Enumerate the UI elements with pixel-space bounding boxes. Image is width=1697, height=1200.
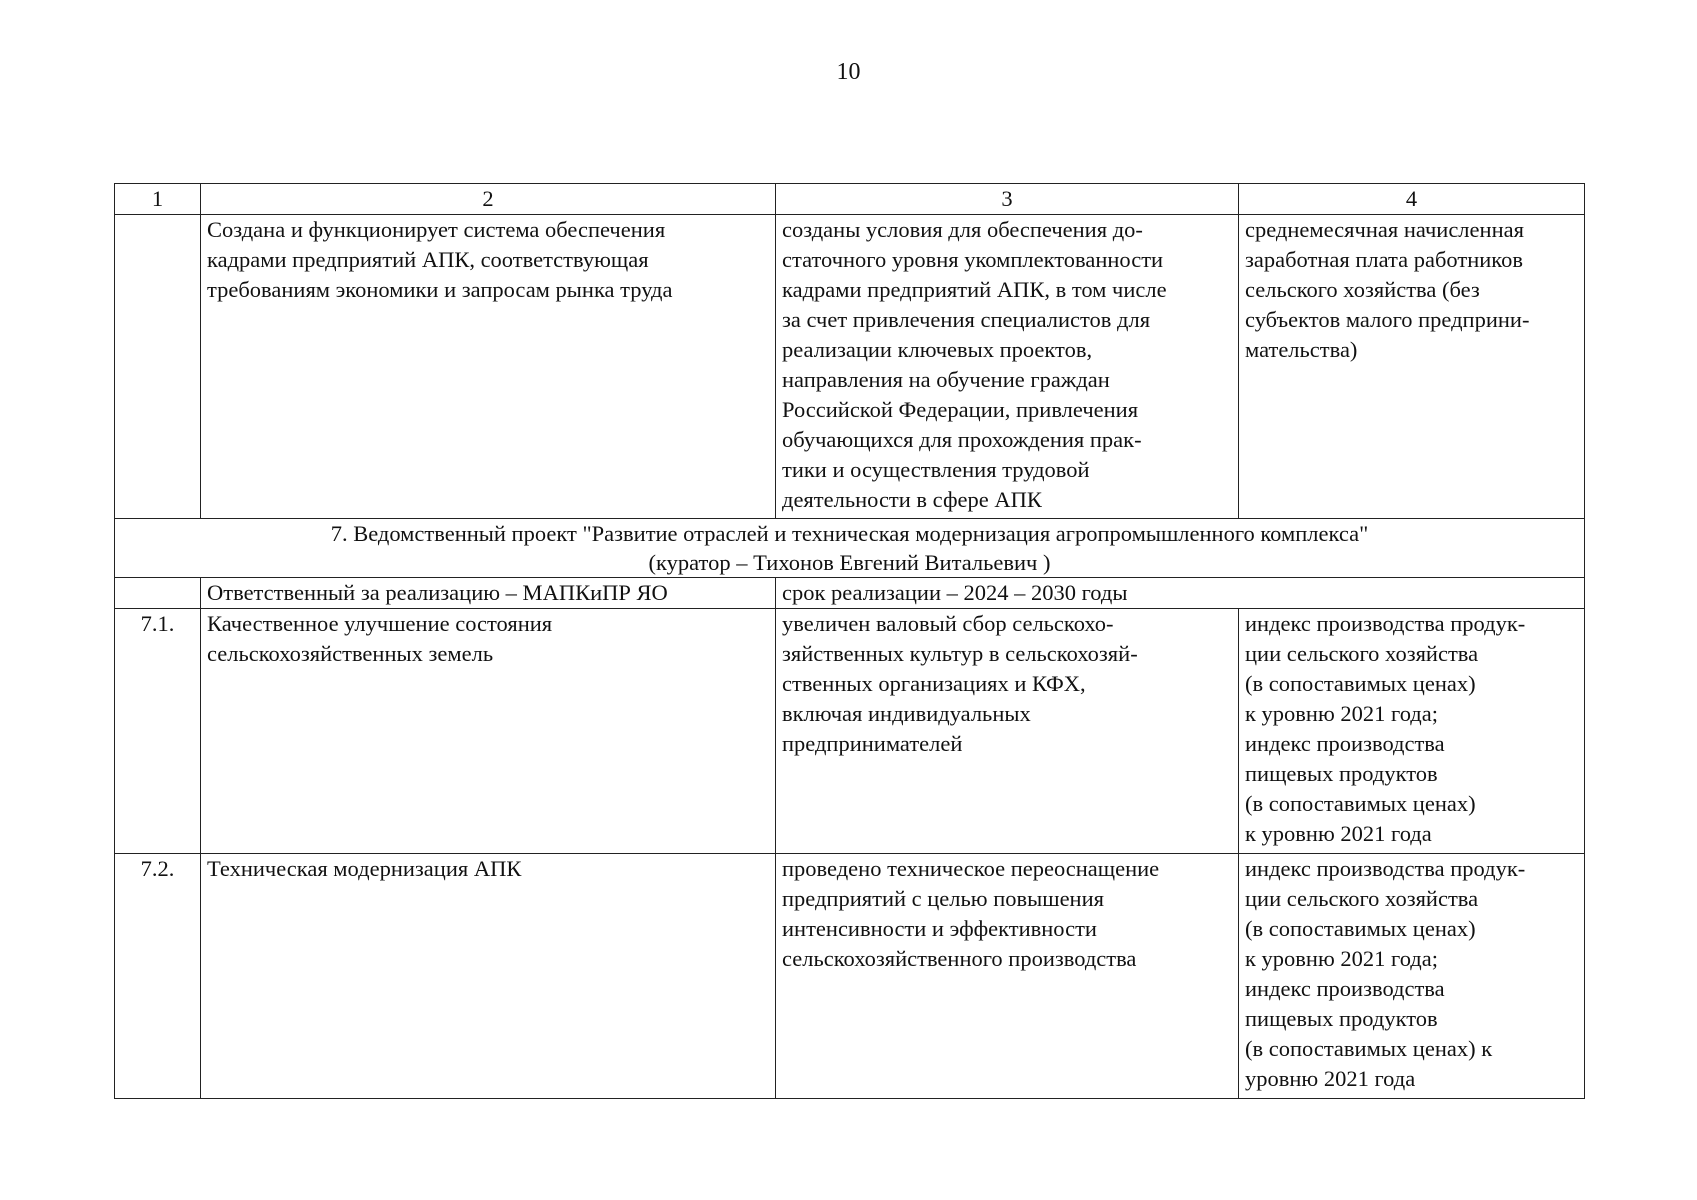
table-row-staffing	[115, 215, 1585, 519]
goal-line: сельскохозяйственных земель	[207, 641, 494, 666]
document-table	[114, 183, 1585, 1099]
goal-line: требованиям экономики и запросам рынка труда	[207, 277, 673, 302]
result-line: интенсивности и эффективности	[782, 916, 1097, 941]
page-number: 10	[836, 59, 861, 85]
indicator-line: среднемесячная начисленная	[1245, 217, 1524, 242]
result-line: Российской Федерации, привлечения	[782, 397, 1139, 422]
row-number: 7.1.	[115, 609, 201, 854]
indicator-cell	[1239, 215, 1585, 519]
indicator-line: пищевых продуктов	[1245, 1006, 1438, 1031]
header-cell-2: 2	[201, 184, 776, 215]
header-cell-4: 4	[1239, 184, 1585, 215]
responsible-cell: Ответственный за реализацию – МАПКиПР ЯО	[201, 578, 776, 609]
indicator-line: ции сельского хозяйства	[1245, 886, 1479, 911]
goal-cell	[201, 215, 776, 519]
result-line: сельскохозяйственного производства	[782, 946, 1137, 971]
indicator-line: к уровню 2021 года;	[1245, 701, 1438, 726]
indicator-line: (в сопоставимых ценах)	[1245, 916, 1476, 941]
result-line: статочного уровня укомплектованности	[782, 247, 1164, 272]
result-line: зяйственных культур в сельскохозяй-	[782, 641, 1138, 666]
header-cell-1: 1	[115, 184, 201, 215]
goal-cell	[201, 854, 776, 1099]
result-line: проведено техническое переоснащение	[782, 856, 1160, 881]
indicator-line: уровню 2021 года	[1245, 1066, 1416, 1091]
result-cell	[776, 854, 1239, 1099]
indicator-line: индекс производства продук-	[1245, 611, 1526, 636]
result-line: тики и осуществления трудовой	[782, 457, 1090, 482]
indicator-line: к уровню 2021 года;	[1245, 946, 1438, 971]
indicator-line: индекс производства	[1245, 976, 1445, 1001]
goal-line: Создана и функционирует система обеспечения	[207, 217, 666, 242]
indicator-line: (в сопоставимых ценах)	[1245, 791, 1476, 816]
result-line: направления на обучение граждан	[782, 367, 1110, 392]
goal-line: кадрами предприятий АПК, соответствующая	[207, 247, 649, 272]
result-line: включая индивидуальных	[782, 701, 1031, 726]
row-number: 7.2.	[115, 854, 201, 1099]
indicator-line: субъектов малого предприни-	[1245, 307, 1530, 332]
indicator-line: пищевых продуктов	[1245, 761, 1438, 786]
indicator-line: (в сопоставимых ценах) к	[1245, 1036, 1493, 1061]
result-line: обучающихся для прохождения прак-	[782, 427, 1142, 452]
indicator-line: индекс производства продук-	[1245, 856, 1526, 881]
indicator-line: (в сопоставимых ценах)	[1245, 671, 1476, 696]
result-line: созданы условия для обеспечения до-	[782, 217, 1143, 242]
indicator-line: ции сельского хозяйства	[1245, 641, 1479, 666]
indicator-line: к уровню 2021 года	[1245, 821, 1432, 846]
responsible-row	[115, 578, 1585, 609]
section-row	[115, 519, 1585, 578]
section-title: 7. Ведомственный проект "Развитие отраслей и техническая модернизация агропромышленного комплекса"	[330, 521, 1369, 546]
indicator-line: сельского хозяйства (без	[1245, 277, 1480, 302]
row-number	[115, 215, 201, 519]
header-cell-3: 3	[776, 184, 1239, 215]
section-curator: (куратор – Тихонов Евгений Витальевич )	[648, 550, 1051, 575]
result-line: предприятий с целью повышения	[782, 886, 1104, 911]
goal-line: Качественное улучшение состояния	[207, 611, 553, 636]
term-cell: срок реализации – 2024 – 2030 годы	[776, 578, 1585, 609]
responsible-empty-cell	[115, 578, 201, 609]
indicator-cell	[1239, 609, 1585, 854]
table-row-7-2	[115, 854, 1585, 1099]
indicator-cell	[1239, 854, 1585, 1099]
section-heading	[115, 519, 1585, 578]
indicator-line: заработная плата работников	[1245, 247, 1523, 272]
indicator-line: индекс производства	[1245, 731, 1445, 756]
goal-cell	[201, 609, 776, 854]
result-line: увеличен валовый сбор сельскохо-	[782, 611, 1114, 636]
result-line: за счет привлечения специалистов для	[782, 307, 1151, 332]
result-line: реализации ключевых проектов,	[782, 337, 1093, 362]
result-line: деятельности в сфере АПК	[782, 487, 1042, 512]
goal-line: Техническая модернизация АПК	[207, 856, 522, 881]
result-cell	[776, 215, 1239, 519]
table-row-7-1	[115, 609, 1585, 854]
result-cell	[776, 609, 1239, 854]
indicator-line: мательства)	[1245, 337, 1358, 362]
result-line: ственных организациях и КФХ,	[782, 671, 1086, 696]
result-line: предпринимателей	[782, 731, 963, 756]
result-line: кадрами предприятий АПК, в том числе	[782, 277, 1167, 302]
table-header-row	[115, 184, 1585, 215]
